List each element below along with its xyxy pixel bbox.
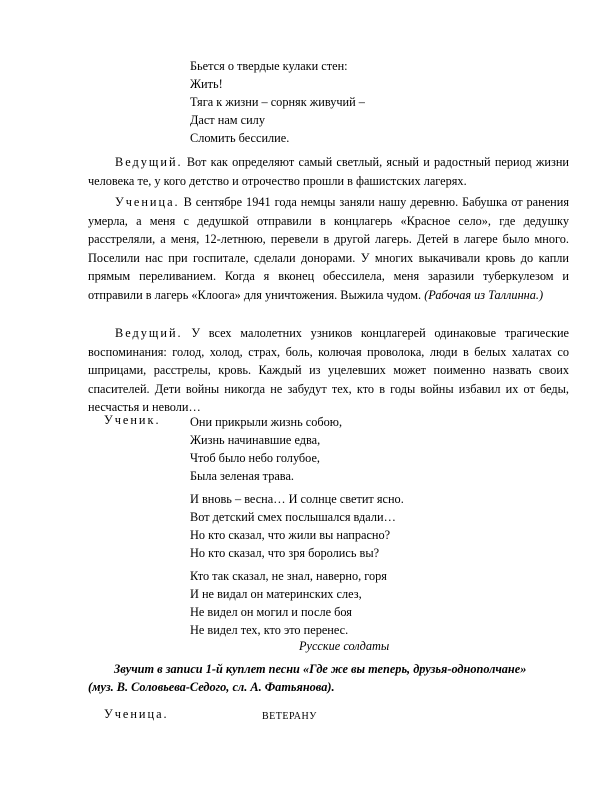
student-label: Ученик.: [104, 413, 161, 427]
speaker-label: Ученица.: [115, 195, 180, 209]
source-note: (Рабочая из Таллинна.): [424, 287, 544, 302]
poem2-line: Кто так сказал, не знал, наверно, горя: [190, 569, 387, 583]
speaker-label: Ведущий.: [115, 326, 183, 340]
song-note-line: (муз. В. Соловьева-Седого, сл. А. Фатьянова).: [88, 680, 335, 694]
poem-attribution: Русские солдаты: [299, 639, 390, 653]
paragraph-student-girl: [88, 193, 569, 304]
paragraph-presenter-1: [88, 153, 569, 190]
poem1-line: Даст нам силу: [190, 113, 265, 127]
poem1-line: Жить!: [190, 77, 223, 91]
speaker-label: Ведущий.: [115, 155, 183, 169]
poem1-line: Тяга к жизни – сорняк живучий –: [190, 95, 365, 109]
poem1-line: Бьется о твердые кулаки стен:: [190, 59, 348, 73]
poem2-line: И вновь – весна… И солнце светит ясно.: [190, 492, 404, 506]
poem1-line: Сломить бессилие.: [190, 131, 290, 145]
paragraph-presenter-2: [88, 324, 569, 417]
poem2-line: Но кто сказал, что жили вы напрасно?: [190, 528, 391, 542]
paragraph-text: У всех малолетних узников концлагерей одинаковые трагические воспоминания: голод, холод, страх, боль, колючая проволока, люди в белых халатах со шприцами, расстрелы, кровь. Каждый из уцелевших может поименно назвать своих спасителей. Дети войны никогда не забудут тех, кто в годы войны избавил их от беды, несчастья и неволи…: [88, 326, 569, 414]
poem2-line: Была зеленая трава.: [190, 469, 294, 483]
paragraph-text: Вот как определяют самый светлый, ясный и радостный период жизни человека те, у кого детство и отрочество прошли в фашистских лагерях.: [88, 155, 569, 188]
poem-title: ВЕТЕРАНУ: [262, 711, 317, 722]
poem2-line: Чтоб было небо голубое,: [190, 451, 321, 465]
poem2-line: Но кто сказал, что зря боролись вы?: [190, 546, 380, 560]
poem2-line: Вот детский смех послышался вдали…: [190, 510, 396, 524]
poem2-line: Не видел он могил и после боя: [190, 605, 352, 619]
poem2-line: Они прикрыли жизнь собою,: [190, 415, 343, 429]
poem2-line: И не видал он материнских слез,: [190, 587, 362, 601]
poem2-line: Не видел тех, кто это перенес.: [190, 623, 349, 637]
song-note-line: Звучит в записи 1-й куплет песни «Где же вы теперь, друзья-однополчане»: [114, 662, 527, 676]
student-girl-label: Ученица.: [104, 707, 169, 721]
paragraph-text: В сентябре 1941 года немцы заняли нашу деревню. Бабушка от ранения умерла, а меня с дедушкой отправили в концлагерь «Красное село», где дедушку расстреляли, а меня, 12-летнюю, перевели в другой лагерь. Детей в лагере было много. Поселили нас при госпитале, сделали донорами. У многих выкачивали кровь до капли прямым переливанием. Когда я вконец обессилела, меня заразили туберкулезом и отправили в лагерь «Клоога» для уничтожения. Выжила чудом.: [88, 195, 569, 302]
poem2-line: Жизнь начинавшие едва,: [190, 433, 321, 447]
